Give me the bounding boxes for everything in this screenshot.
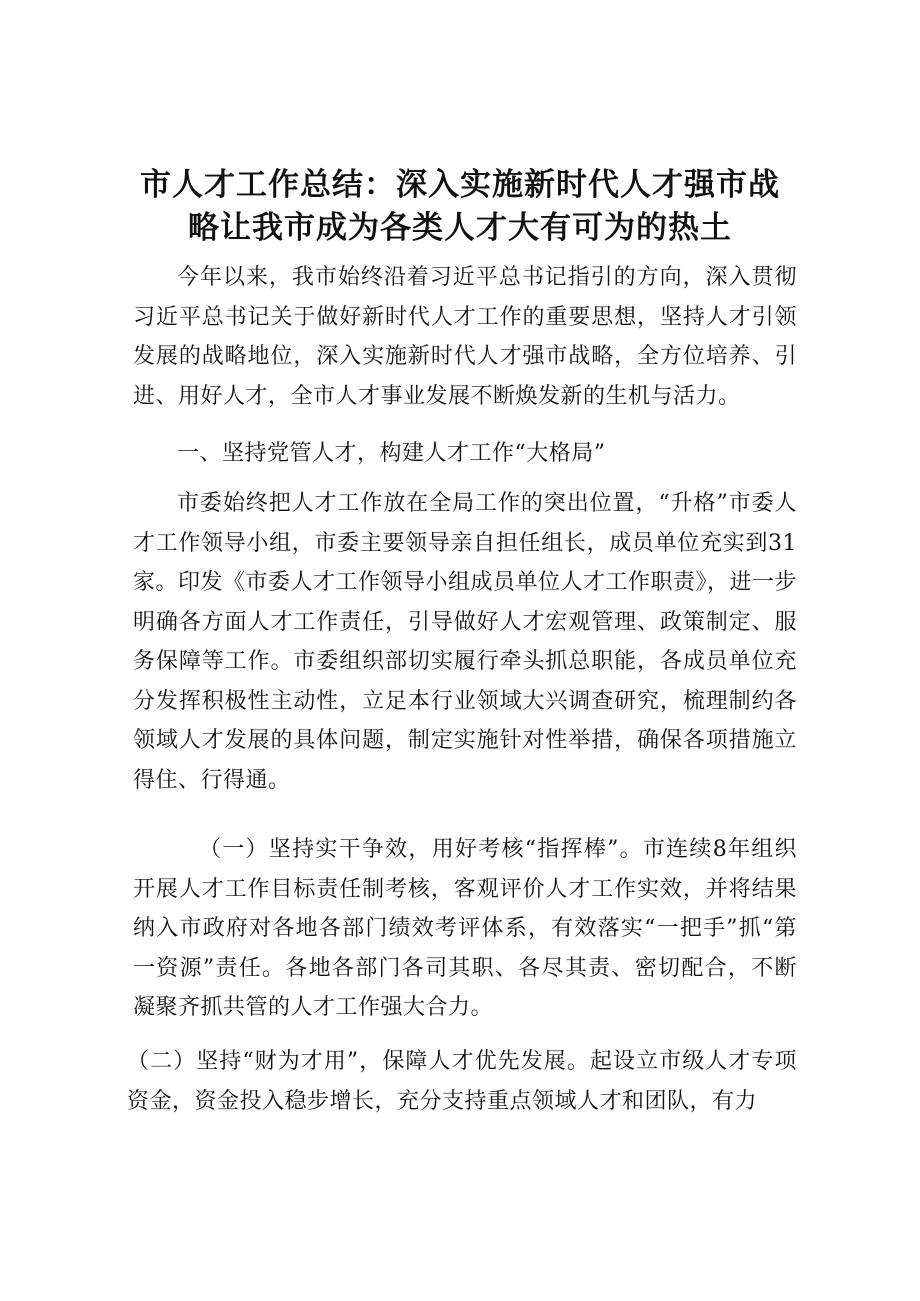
subsection-1-paragraph: （一）坚持实干争效，用好考核“指挥棒”。市连续8年组织开展人才工作目标责任制考核，客观评价人才工作实效，并将结果纳入市政府对各地各部门绩效考评体系，有效落实“一把手”抓“第一资源”责任。各地各部门各司其职、各尽其责、密切配合，不断凝聚齐抓共管的人才工作强大合力。 — [133, 837, 797, 1020]
section-heading-1: 一、坚持党管人才，构建人才工作“大格局” — [177, 441, 606, 466]
document-title: 市人才工作总结：深入实施新时代人才强市战略让我市成为各类人才大有可为的热土 — [140, 167, 780, 246]
subsection-2-paragraph: （二）坚持“财为才用”，保障人才优先发展。起设立市级人才专项资金，资金投入稳步增长，充分支持重点领域人才和团队，有力 — [127, 1049, 797, 1114]
intro-paragraph: 今年以来，我市始终沿着习近平总书记指引的方向，深入贯彻习近平总书记关于做好新时代人才工作的重要思想，坚持人才引领发展的战略地位，深入实施新时代人才强市战略，全方位培养、引进、用好人才，全市人才事业发展不断焕发新的生机与活力。 — [133, 265, 797, 409]
section-1-paragraph: 市委始终把人才工作放在全局工作的突出位置，“升格”市委人才工作领导小组，市委主要领导亲自担任组长，成员单位充实到31家。印发《市委人才工作领导小组成员单位人才工作职责》，进一步明确各方面人才工作责任，引导做好人才宏观管理、政策制定、服务保障等工作。市委组织部切实履行牵头抓总职能，各成员单位充分发挥积极性主动性，立足本行业领域大兴调查研究，梳理制约各领域人才发展的具体问题，制定实施针对性举措，确保各项措施立得住、行得通。 — [133, 491, 798, 793]
